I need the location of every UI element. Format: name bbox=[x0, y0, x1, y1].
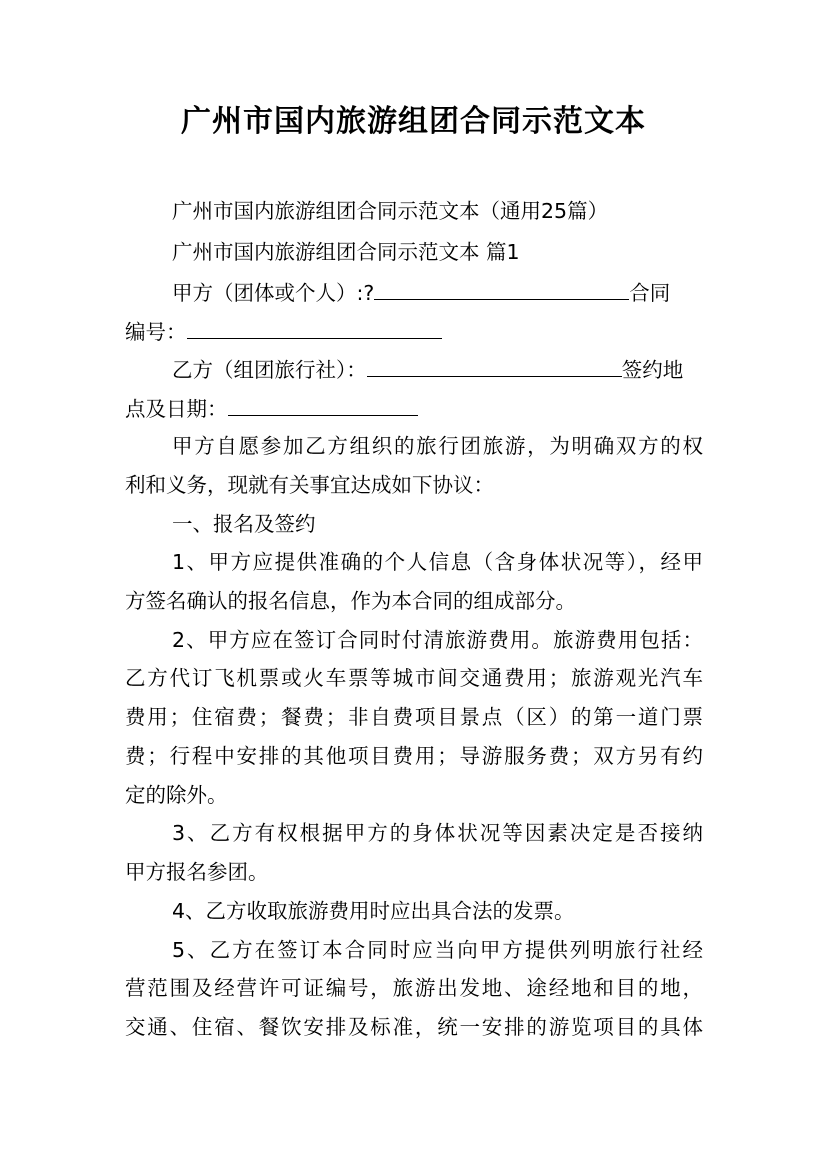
item-2-line-2: 乙方代订飞机票或火车票等城市间交通费用；旅游观光汽车 bbox=[125, 666, 703, 690]
item-4-line-1: 4、乙方收取旅游费用时应出具合法的发票。 bbox=[172, 899, 575, 923]
item-3-line-1: 3、乙方有权根据甲方的身体状况等因素决定是否接纳 bbox=[172, 821, 703, 845]
item-1-line-1: 1、甲方应提供准确的个人信息（含身体状况等），经甲 bbox=[172, 550, 703, 574]
intro-line-1: 甲方自愿参加乙方组织的旅行团旅游，为明确双方的权 bbox=[172, 434, 703, 458]
sign-date-blank[interactable] bbox=[228, 393, 418, 416]
sign-place-tail: 签约地 bbox=[621, 358, 684, 382]
item-2-line-5: 定的除外。 bbox=[125, 783, 228, 807]
section-heading: 广州市国内旅游组团合同示范文本 篇1 bbox=[172, 240, 520, 264]
party-a-blank[interactable] bbox=[374, 277, 629, 300]
party-a-label: 甲方（团体或个人）:? bbox=[172, 281, 375, 305]
sign-date-line bbox=[125, 393, 418, 424]
item-5-line-3: 交通、住宿、餐饮安排及标准，统一安排的游览项目的具体 bbox=[125, 1015, 703, 1039]
party-a-line bbox=[172, 277, 670, 308]
document-subtitle: 广州市国内旅游组团合同示范文本（通用25篇） bbox=[172, 199, 609, 223]
item-3-line-2: 甲方报名参团。 bbox=[125, 860, 269, 884]
document-title: 广州市国内旅游组团合同示范文本 bbox=[181, 104, 646, 139]
party-b-line bbox=[172, 354, 683, 385]
contract-no-line bbox=[125, 316, 442, 347]
item-2-line-1: 2、甲方应在签订合同时付清旅游费用。旅游费用包括： bbox=[172, 628, 703, 652]
item-5-line-1: 5、乙方在签订本合同时应当向甲方提供列明旅行社经 bbox=[172, 938, 703, 962]
item-2-line-4: 费；行程中安排的其他项目费用；导游服务费；双方另有约 bbox=[125, 744, 703, 768]
item-1-line-2: 方签名确认的报名信息，作为本合同的组成部分。 bbox=[125, 589, 576, 613]
contract-no-tail: 合同 bbox=[629, 281, 671, 305]
party-b-label: 乙方（组团旅行社）： bbox=[172, 358, 367, 382]
contract-no-blank[interactable] bbox=[187, 316, 442, 339]
contract-no-label: 编号： bbox=[125, 320, 187, 344]
item-5-line-2: 营范围及经营许可证编号，旅游出发地、途经地和目的地， bbox=[125, 976, 703, 1000]
party-b-blank[interactable] bbox=[367, 354, 622, 377]
clause-heading: 一、报名及签约 bbox=[172, 512, 316, 536]
item-2-line-3: 费用；住宿费；餐费；非自费项目景点（区）的第一道门票 bbox=[125, 705, 703, 729]
intro-line-2: 利和义务，现就有关事宜达成如下协议： bbox=[125, 473, 494, 497]
sign-date-label: 点及日期： bbox=[125, 397, 228, 421]
